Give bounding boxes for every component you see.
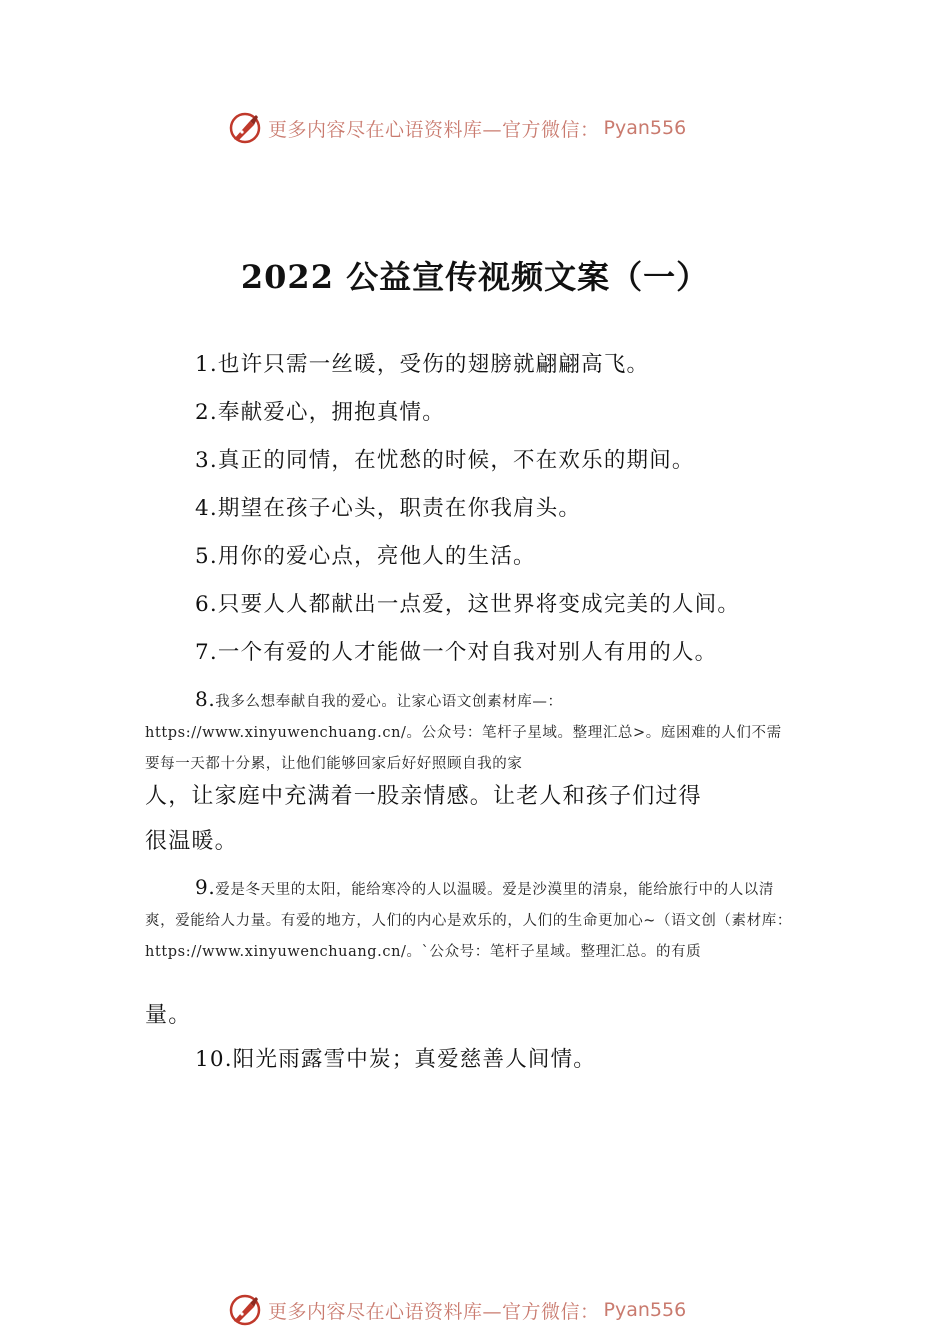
list-item: 10.阳光雨露雪中炭；真爱慈善人间情。	[195, 1047, 596, 1072]
list-item: 4.期望在孩子心头，职责在你我肩头。	[195, 496, 582, 521]
list-item: 3.真正的同情，在忧愁的时候，不在欢乐的期间。	[195, 448, 695, 473]
item-number: 8.	[195, 687, 216, 711]
list-item: 2.奉献爱心，拥抱真情。	[195, 400, 445, 425]
item-9-line: 量。	[145, 1003, 192, 1028]
footer-banner	[228, 1292, 748, 1328]
list-item: 6.只要人人都献出一点爱，这世界将变成完美的人间。	[195, 592, 741, 617]
item-number: 9.	[195, 875, 216, 899]
list-item-9-paragraph	[145, 872, 795, 968]
page-title: 2022 公益宣传视频文案（一）	[240, 258, 710, 296]
item-9-small-text: 爱是冬天里的太阳，能给寒冷的人以温暖。爱是沙漠里的清泉，能给旅行中的人以清爽，爱能给人力量。有爱的地方，人们的内心是欢乐的，人们的生命更加心~（语文创（素材库：https://www.xinyuwenchuang.cn/。`公众号：笔杆子星域。整理汇总。的有质	[145, 882, 792, 960]
list-item: 5.用你的爱心点，亮他人的生活。	[195, 544, 536, 569]
list-item-8-paragraph	[145, 684, 795, 780]
header-banner	[228, 110, 748, 146]
item-8-line: 很温暖。	[145, 829, 238, 854]
banner-wechat-id: Pyan556	[603, 1299, 687, 1321]
banner-wechat-id: Pyan556	[603, 117, 687, 139]
pen-nib-logo-icon	[228, 111, 262, 145]
pen-nib-logo-icon	[228, 1293, 262, 1327]
item-8-small-text: 我多么想奉献自我的爱心。让家心语文创素材库—：https://www.xinyuwenchuang.cn/。公众号：笔杆子星域。整理汇总>。庭困难的人们不需要每一天都十分累，让他们能够回家后好好照顾自我的家	[145, 694, 782, 772]
banner-text: 更多内容尽在心语资料库—官方微信：	[268, 118, 600, 141]
banner-text: 更多内容尽在心语资料库—官方微信：	[268, 1300, 600, 1323]
list-item: 7.一个有爱的人才能做一个对自我对别人有用的人。	[195, 640, 718, 665]
item-8-line: 人，让家庭中充满着一股亲情感。让老人和孩子们过得	[145, 784, 702, 809]
list-item: 1.也许只需一丝暖，受伤的翅膀就翩翩高飞。	[195, 352, 650, 377]
